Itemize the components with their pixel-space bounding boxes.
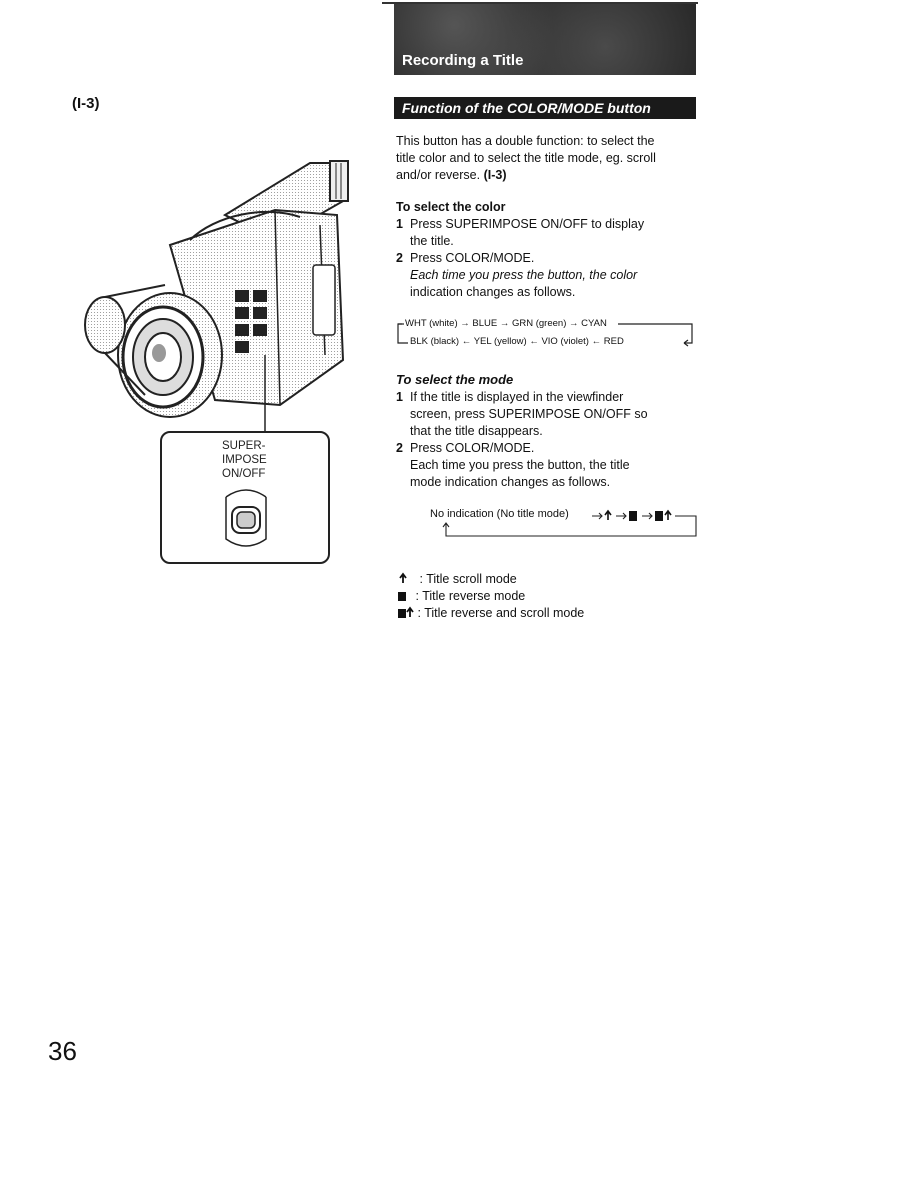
color-cycle-diagram bbox=[396, 316, 696, 350]
camcorder-illustration bbox=[75, 155, 355, 435]
mode-heading: To select the mode bbox=[396, 372, 514, 387]
mode-cycle-arrows bbox=[430, 506, 700, 546]
callout-label-line-1: SUPER- bbox=[222, 440, 266, 452]
step-number: 2 bbox=[396, 441, 403, 455]
mode-step-2 bbox=[396, 440, 696, 494]
step-text-line-3: that the title disappears. bbox=[410, 424, 543, 438]
mode-step-1 bbox=[396, 389, 696, 443]
mode-cycle-start: No indication (No title mode) bbox=[430, 508, 569, 520]
intro-figure-reference: (I-3) bbox=[483, 168, 507, 182]
callout-label-line-2: IMPOSE bbox=[222, 454, 267, 466]
step-note-line-2: indication changes as follows. bbox=[410, 285, 576, 299]
legend-reverse-text: : Title reverse mode bbox=[415, 589, 526, 603]
intro-line-3-text: and/or reverse. bbox=[396, 168, 481, 182]
title-banner bbox=[394, 4, 696, 75]
section-heading: Function of the COLOR/MODE button bbox=[394, 97, 696, 119]
color-step-1 bbox=[396, 216, 696, 252]
legend-reverse-scroll-text: : Title reverse and scroll mode bbox=[417, 606, 585, 620]
figure-reference: (I-3) bbox=[72, 95, 100, 112]
intro-line-3 bbox=[396, 167, 506, 184]
legend-scroll-text: : Title scroll mode bbox=[419, 572, 517, 586]
step-text-line-2: the title. bbox=[410, 234, 454, 248]
reverse-icon bbox=[398, 609, 406, 618]
superimpose-button-icon bbox=[222, 483, 270, 553]
callout-label-line-3: ON/OFF bbox=[222, 468, 266, 480]
scroll-icon bbox=[406, 606, 414, 618]
color-cycle-top: WHT (white) → BLUE → GRN (green) → CYAN bbox=[405, 318, 607, 329]
intro-line-1: This button has a double function: to select the bbox=[396, 134, 655, 148]
step-number: 2 bbox=[396, 251, 403, 265]
step-text-line-2: Each time you press the button, the title bbox=[410, 458, 630, 472]
intro-line-2: title color and to select the title mode, eg. scroll bbox=[396, 151, 656, 165]
legend-reverse bbox=[398, 589, 525, 603]
page-number: 36 bbox=[48, 1036, 77, 1066]
superimpose-callout bbox=[160, 431, 330, 564]
step-number: 1 bbox=[396, 217, 403, 231]
step-text-line-1: If the title is displayed in the viewfinder bbox=[410, 390, 624, 404]
step-text-line-3: mode indication changes as follows. bbox=[410, 475, 611, 489]
page-title: Recording a Title bbox=[402, 52, 524, 69]
legend-scroll bbox=[398, 572, 517, 586]
legend-reverse-scroll bbox=[398, 606, 584, 620]
step-note-line-1: Each time you press the button, the color bbox=[410, 268, 638, 282]
reverse-icon bbox=[398, 592, 406, 601]
color-heading: To select the color bbox=[396, 200, 506, 214]
step-number: 1 bbox=[396, 390, 403, 404]
mode-cycle-diagram bbox=[430, 506, 700, 546]
step-text-line-2: screen, press SUPERIMPOSE ON/OFF so bbox=[410, 407, 648, 421]
step-text-line-1: Press COLOR/MODE. bbox=[410, 441, 535, 455]
step-text-line-1: Press COLOR/MODE. bbox=[410, 251, 535, 265]
scroll-icon bbox=[398, 572, 408, 584]
color-cycle-bottom: BLK (black) ← YEL (yellow) ← VIO (violet) ← RED bbox=[410, 336, 624, 347]
color-step-2 bbox=[396, 250, 696, 302]
step-text-line-1: Press SUPERIMPOSE ON/OFF to display bbox=[410, 217, 645, 231]
